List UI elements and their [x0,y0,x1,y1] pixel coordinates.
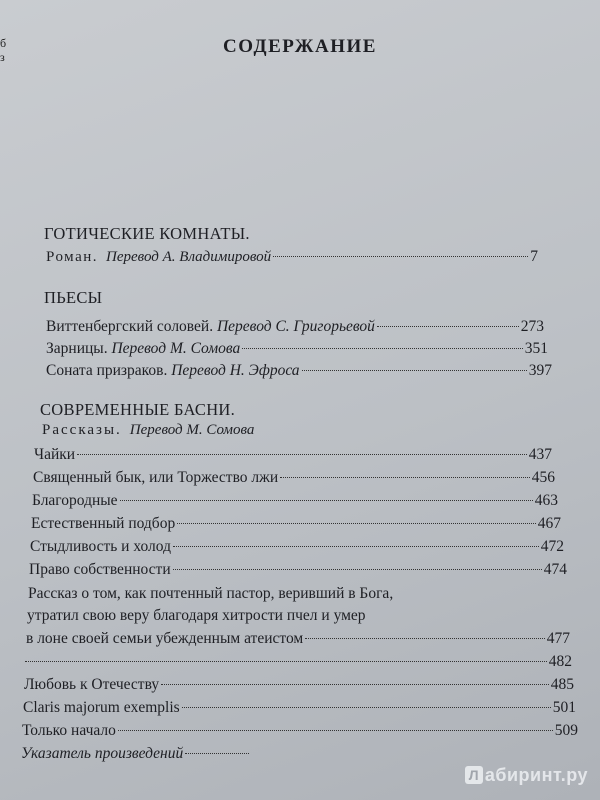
leader-dots [173,546,539,547]
leader-dots [280,477,530,478]
page-number: 273 [520,318,544,335]
toc-entry-story[interactable] [24,676,574,694]
leader-dots [25,661,547,662]
page-number: 472 [540,538,564,555]
watermark-text: абиринт.ру [484,765,588,785]
entry-title: Только начало [22,722,116,739]
translator-label: Перевод М. Сомова [111,340,241,357]
entry-title: в лоне своей семьи убежденным атеистом [26,630,304,647]
section-heading-gothic: ГОТИЧЕСКИЕ КОМНАТЫ. [44,224,250,243]
page-number: 7 [530,248,538,265]
entry-title: Благородные [32,492,118,509]
toc-entry-story[interactable] [34,446,552,464]
translator-label: Перевод Н. Эфроса [171,362,300,379]
entry-title: Зарницы. [46,340,108,357]
entry-title: Соната призраков. [46,362,168,379]
toc-entry-play[interactable] [46,318,544,336]
leader-dots [185,753,249,754]
leader-dots [305,638,545,639]
leader-dots [118,730,553,731]
toc-entry-play[interactable] [46,362,552,380]
page-number: 351 [524,340,548,357]
genre-label: Роман. [46,249,99,265]
watermark-logo [465,765,588,786]
section-heading-fables: СОВРЕМЕННЫЕ БАСНИ. [40,400,236,419]
section-subtitle-fables [42,422,254,439]
page-number: 501 [552,699,576,716]
toc-entry-story[interactable] [29,561,567,579]
toc-entry-story[interactable] [22,722,578,740]
translator-label: Перевод С. Григорьевой [216,318,375,335]
translator-label: Перевод М. Сомова [129,422,255,438]
leader-dots [302,370,527,371]
leader-dots [182,707,551,708]
page-number: 437 [528,446,552,463]
page-number: 477 [546,630,570,647]
toc-entry-story[interactable] [30,538,564,556]
translator-label: Перевод А. Владимировой [106,249,272,265]
leader-dots [242,348,523,349]
toc-entry-play[interactable] [46,340,548,358]
entry-title: Указатель произведений [21,745,184,762]
toc-entry-story[interactable] [31,515,561,533]
leader-dots [161,684,549,685]
entry-title: Священный бык, или Торжество лжи [33,469,279,486]
section-heading-plays: ПЬЕСЫ [44,288,103,307]
page-title: СОДЕРЖАНИЕ [223,36,377,57]
toc-entry-long-line1: Рассказ о том, как почтенный пастор, веривший в Бога, [28,585,394,602]
toc-entry-story[interactable] [32,492,558,510]
toc-entry-long-line2: утратил свою веру благодаря хитрости пчел и умер [27,607,366,624]
toc-entry-story[interactable] [26,630,570,648]
labirint-logo-icon: Л [465,766,483,784]
leader-dots [273,256,528,257]
entry-title: Стыдливость и холод [30,538,171,555]
page-number: 456 [531,469,555,486]
leader-dots [377,326,519,327]
toc-entry-story[interactable] [33,469,555,487]
entry-title: Claris majorum exemplis [23,699,180,716]
leader-dots [173,569,542,570]
leader-dots [77,454,527,455]
entry-title: Любовь к Отечеству [24,676,160,693]
leader-dots [120,500,533,501]
leader-dots [177,523,536,524]
entry-title: Право собственности [29,561,171,578]
page-edge-mark: б з [0,36,7,64]
page-number: 474 [543,561,567,578]
entry-title: Виттенбергский соловей. [46,318,214,335]
toc-entry-gothic[interactable] [46,248,538,266]
page-number: 509 [554,722,578,739]
page-number: 463 [534,492,558,509]
page-number: 397 [528,362,552,379]
entry-title: Чайки [34,446,76,463]
entry-title: Естественный подбор [31,515,176,532]
page-number: 485 [550,676,574,693]
page-number: 467 [537,515,561,532]
genre-label: Рассказы. [42,422,122,438]
toc-entry-story[interactable] [23,699,576,717]
page-number: 482 [548,653,572,670]
toc-entry-story[interactable] [25,653,572,671]
toc-entry-index[interactable] [21,745,251,763]
